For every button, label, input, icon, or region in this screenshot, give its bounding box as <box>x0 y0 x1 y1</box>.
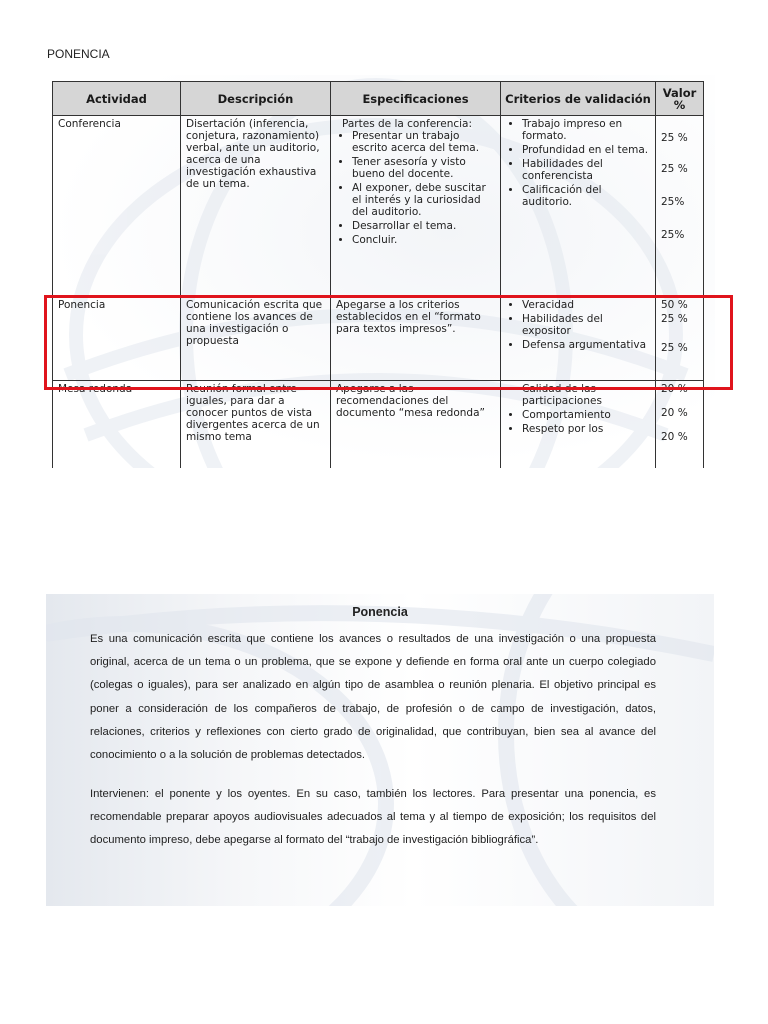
ponencia-excerpt-scan <box>46 594 714 906</box>
list-item: • Trabajo impreso en formato. <box>522 118 650 142</box>
spec-intro: Partes de la conferencia: <box>342 118 473 130</box>
table-header-row <box>53 82 704 116</box>
list-item: • Defensa argumentativa <box>522 339 650 351</box>
value-item: 20 % <box>661 407 688 419</box>
cell-especificaciones: Apegarse a las recomendaciones del documento “mesa redonda” <box>331 381 501 469</box>
list-item: • Respeto por los <box>522 423 650 435</box>
cell-descripcion: Comunicación escrita que contiene los avances de una investigación o propuesta <box>181 297 331 381</box>
criteria-list <box>506 383 650 435</box>
spec-list <box>336 130 495 246</box>
header-valor: Valor % <box>656 82 704 116</box>
value-item: 20 % <box>661 431 688 443</box>
cell-valor <box>656 116 704 297</box>
list-item: • Veracidad <box>522 299 650 311</box>
value-item: 25 % <box>661 342 688 354</box>
ponencia-row-highlight <box>44 295 733 390</box>
list-item: • Comportamiento <box>522 409 650 421</box>
list-item: • Calidad de las participaciones <box>522 383 650 407</box>
cell-especificaciones <box>331 116 501 297</box>
header-especificaciones: Especificaciones <box>331 82 501 116</box>
table-row-conferencia <box>53 116 704 297</box>
list-item: • Desarrollar el tema. <box>352 220 495 232</box>
value-item: 50 % <box>661 299 688 311</box>
list-item: • Al exponer, debe suscitar el interés y la curiosidad del auditorio. <box>352 182 495 218</box>
cell-descripcion: Disertación (inferencia, conjetura, razonamiento) verbal, ante un auditorio, acerca de una investigación exhaustiva de un tema. <box>181 116 331 297</box>
value-item: 25% <box>661 196 685 208</box>
excerpt-paragraph-2: Intervienen: el ponente y los oyentes. En su caso, también los lectores. Para presentar una ponencia, es recomendable preparar apoyos audiovisuales adecuados al tema y al tiempo de exposición; los requisitos del documento impreso, debe apegarse al formato del “trabajo de investigación bibliográfica”. <box>90 788 656 847</box>
list-item: • Calificación del auditorio. <box>522 184 650 208</box>
list-item: • Habilidades del expositor <box>522 313 650 337</box>
list-item: • Tener asesoría y visto bueno del docente. <box>352 156 495 180</box>
criteria-list <box>506 118 650 208</box>
value-item: 25 % <box>661 313 688 325</box>
activities-table <box>52 81 704 468</box>
value-item: 25% <box>661 229 685 241</box>
cell-actividad: Conferencia <box>53 116 181 297</box>
list-item: • Concluir. <box>352 234 495 246</box>
value-item: 20 % <box>661 383 688 395</box>
excerpt-title: Ponencia <box>352 605 408 619</box>
excerpt-paragraph-1: Es una comunicación escrita que contiene los avances o resultados de una investigación o una propuesta original, acerca de un tema o un problema, que se expone y defiende en forma oral ante un cuerpo colegiado (colegas o iguales), para ser analizado en algún tipo de asamblea o reunión plenaria. El objetivo principal es poner a consideración de los compañeros de trabajo, de profesión o de campo de investigación, datos, relaciones, criterios y reflexiones con cierto grado de originalidad, que contribuyan, bien sea al avance del conocimiento o a la solución de problemas detectados. <box>90 633 656 762</box>
header-criterios: Criterios de validación <box>501 82 656 116</box>
list-item: • Habilidades del conferencista <box>522 158 650 182</box>
cell-especificaciones: Apegarse a los criterios establecidos en el “formato para textos impresos”. <box>331 297 501 381</box>
page-heading: PONENCIA <box>47 47 110 61</box>
cell-valor <box>656 381 704 469</box>
table-row-mesa-redonda <box>53 381 704 469</box>
list-item: • Presentar un trabajo escrito acerca del tema. <box>352 130 495 154</box>
value-item: 25 % <box>661 163 688 175</box>
cell-criterios <box>501 381 656 469</box>
cell-criterios <box>501 116 656 297</box>
cell-actividad: Mesa redonda <box>53 381 181 469</box>
cell-descripcion: Reunión formal entre iguales, para dar a conocer puntos de vista divergentes acerca de un mismo tema <box>181 381 331 469</box>
cell-actividad: Ponencia <box>53 297 181 381</box>
activities-table-scan <box>46 75 715 468</box>
list-item: • Profundidad en el tema. <box>522 144 650 156</box>
value-item: 25 % <box>661 132 688 144</box>
header-descripcion: Descripción <box>181 82 331 116</box>
header-actividad: Actividad <box>53 82 181 116</box>
